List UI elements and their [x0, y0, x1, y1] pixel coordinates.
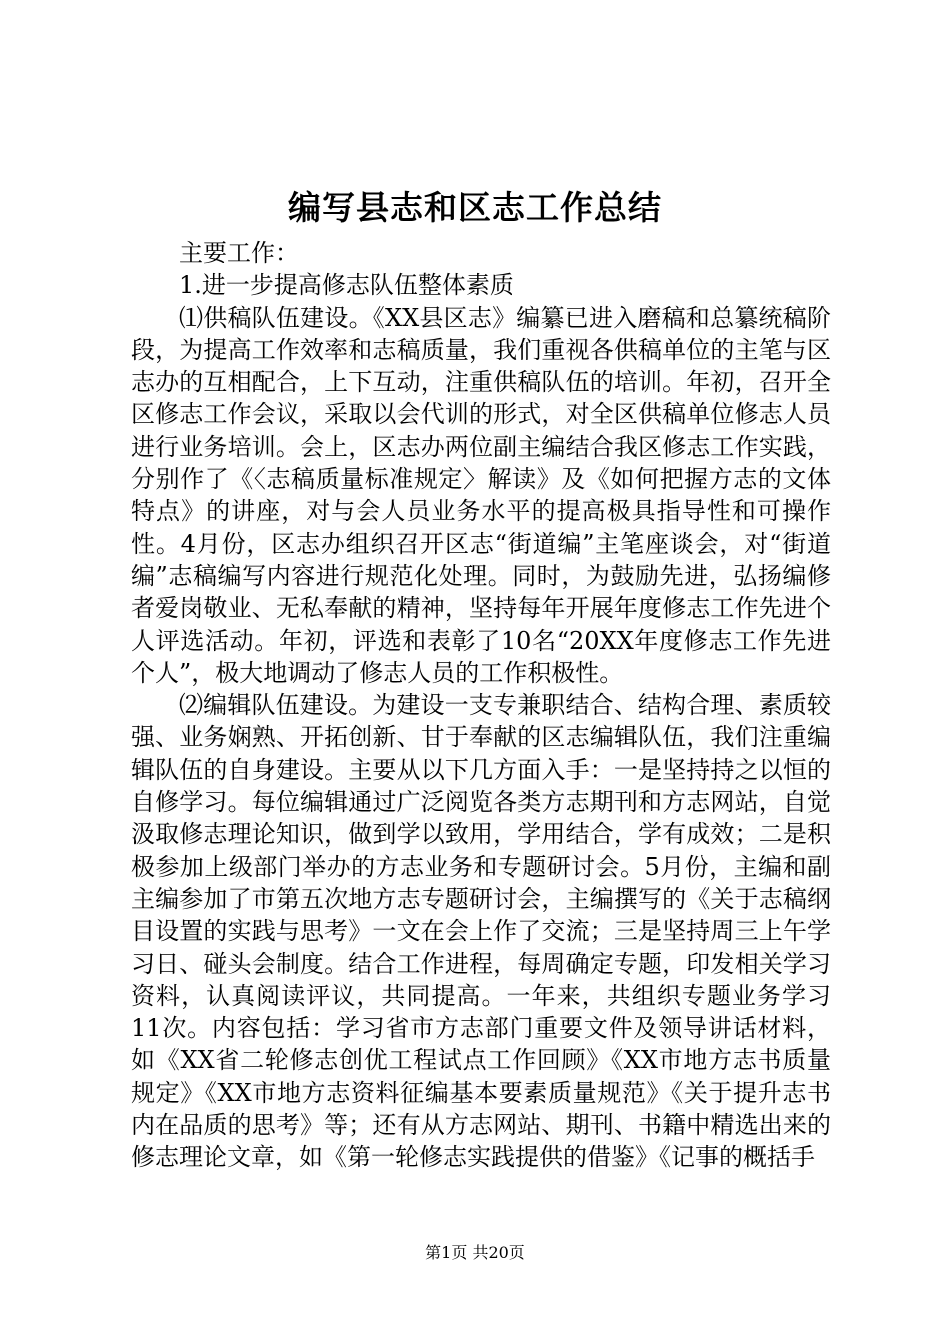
paragraph-editorial-team: ⑵编辑队伍建设。为建设一支专兼职结合、结构合理、素质较强、业务娴熟、开拓创新、甘于奉献的区志编辑队伍，我们注重编辑队伍的自身建设。主要从以下几方面入手：一是坚持持之以恒的自修学习。每位编辑通过广泛阅览各类方志期刊和方志网站，自觉汲取修志理论知识，做到学以致用，学用结合，学有成效；二是积极参加上级部门举办的方志业务和专题研讨会。5月份，主编和副主编参加了市第五次地方志专题研讨会，主编撰写的《关于志稿纲目设置的实践与思考》一文在会上作了交流；三是坚持周三上午学习日、碰头会制度。结合工作进程，每周确定专题，印发相关学习资料，认真阅读评议，共同提高。一年来，共组织专题业务学习11次。内容包括：学习省市方志部门重要文件及领导讲话材料，如《XX省二轮修志创优工程试点工作回顾》《XX市地方志书质量规定》《XX市地方志资料征编基本要素质量规范》《关于提升志书内在品质的思考》等；还有从方志网站、期刊、书籍中精选出来的修志理论文章，如《第一轮修志实践提供的借鉴》《记事的概括手 — [131, 691, 831, 1172]
document-body — [131, 237, 831, 1174]
document-title: 编写县志和区志工作总结 — [288, 188, 662, 227]
paragraph-main-work-heading: 主要工作： — [179, 239, 299, 267]
paragraph-section-1-heading: 1.进一步提高修志队伍整体素质 — [179, 271, 514, 300]
paragraph-supply-team: ⑴供稿队伍建设。《XX县区志》编纂已进入磨稿和总纂统稿阶段，为提高工作效率和志稿质量，我们重视各供稿单位的主笔与区志办的互相配合，上下互动，注重供稿队伍的培训。年初，召开全区修志工作会议，采取以会代训的形式，对全区供稿单位修志人员进行业务培训。会上，区志办两位副主编结合我区修志工作实践，分别作了《〈志稿质量标准规定〉解读》及《如何把握方志的文体特点》的讲座，对与会人员业务水平的提高极具指导性和可操作性。4月份，区志办组织召开区志“街道编”主笔座谈会，对“街道编”志稿编写内容进行规范化处理。同时，为鼓励先进，弘扬编修者爱岗敬业、无私奉献的精神，坚持每年开展年度修志工作先进个人评选活动。年初，评选和表彰了10名“20XX年度修志工作先进个人”，极大地调动了修志人员的工作积极性。 — [131, 303, 831, 687]
page-footer: 第1页 共20页 — [425, 1243, 525, 1262]
